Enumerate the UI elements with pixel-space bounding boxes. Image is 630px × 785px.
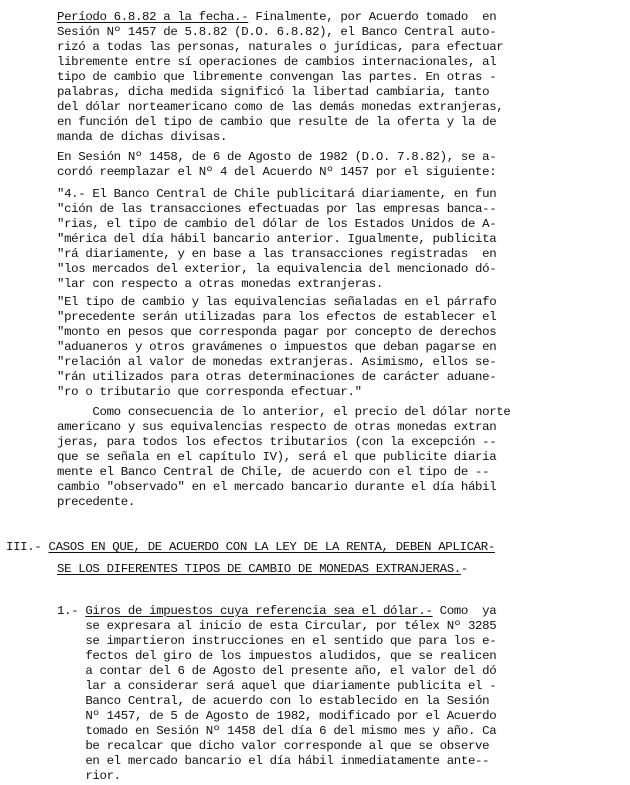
text-line [57,664,496,679]
text-run: III.- [6,540,49,554]
text-line [57,10,496,25]
text-run: En Sesión Nº 1458, de 6 de Agosto de 1982 (D.O. 7.8.82), se a- [57,150,497,164]
text-line [57,150,496,165]
text-run: rior. [57,769,121,783]
text-line [57,247,496,262]
text-run: "El tipo de cambio y las equivalencias señaladas en el párrafo [57,295,497,309]
text-run: fectos del giro de los impuestos aludidos, que se realicen [57,649,497,663]
text-run: "lar con respecto a otras monedas extranjeras. [57,277,383,291]
text-line [57,769,121,784]
text-line [57,619,496,634]
text-run: "ción de las transacciones efectuadas por las empresas banca-- [57,202,497,216]
text-run: Finalmente, por Acuerdo tomado en [248,10,497,24]
text-run: lar a considerar será aquel que diariamente publicita el - [57,679,497,693]
text-run: "4.- El Banco Central de Chile publicitará diariamente, en fun [57,187,497,201]
text-run: tomado en Sesión Nº 1458 del día 6 del mismo mes y año. Ca [57,724,497,738]
text-run: en función del tipo de cambio que resulte de la oferta y la de [57,115,497,129]
text-line [57,310,496,325]
text-line [57,277,383,292]
text-run: "mérica del día hábil bancario anterior. Igualmente, publicita [57,232,497,246]
text-line [57,724,496,739]
text-run: "los mercados del exterior, la equivalencia del mencionado dó- [57,262,497,276]
text-run: Nº 1457, de 5 de Agosto de 1982, modificado por el Acuerdo [57,709,497,723]
text-line [57,385,362,400]
text-run: "aduaneros y otros gravámenes o impuestos que deban pagarse en [57,340,497,354]
text-line [57,165,496,180]
text-run: - [460,562,468,576]
text-run: a contar del 6 de Agosto del presente año, el valor del dó [57,664,497,678]
text-run: precedente. [57,495,135,509]
text-line [57,649,496,664]
text-run: americano y sus equivalencias respecto de otras monedas extran [57,420,497,434]
text-run: en el mercado bancario el día hábil inmediatamente ante-- [57,754,490,768]
text-run: Como consecuencia de lo anterior, el precio del dólar norte [57,405,511,419]
text-line [57,70,496,85]
text-line [57,435,496,450]
text-line [57,100,503,115]
text-run: mente el Banco Central de Chile, de acuerdo con el tipo de -- [57,465,490,479]
text-line [57,370,496,385]
text-run: "relación al valor de monedas extranjeras. Asimismo, ellos se- [57,355,497,369]
text-run: Sesión Nº 1457 de 5.8.82 (D.O. 6.8.82), el Banco Central auto- [57,25,497,39]
text-run: palabras, dicha medida significó la libertad cambiaria, tanto [57,85,490,99]
text-line [57,355,496,370]
underlined-text: Giros de impuestos cuya referencia sea el dólar.- [85,604,433,618]
text-line [57,295,496,310]
text-run: cambio "observado" en el mercado bancario durante el día hábil [57,480,497,494]
text-run: "rán utilizados para otras determinaciones de carácter aduane- [57,370,497,384]
underlined-text: SE LOS DIFERENTES TIPOS DE CAMBIO DE MONEDAS EXTRANJERAS. [57,562,461,576]
text-line [57,495,135,510]
text-run: "monto en pesos que corresponda pagar por concepto de derechos [57,325,497,339]
text-line [57,217,496,232]
text-run: "precedente serán utilizadas para los efectos de establecer el [57,310,497,324]
text-run: rizó a todas las personas, naturales o jurídicas, para efectuar [57,40,504,54]
text-run: se expresara al inicio de esta Circular, por télex Nº 3285 [57,619,497,633]
text-line [57,25,496,40]
text-line [57,232,496,247]
text-line [57,340,496,355]
text-line [57,739,489,754]
text-line [57,480,496,495]
text-line [57,562,468,577]
text-run: Banco Central, de acuerdo con lo establecido en la Sesión [57,694,490,708]
text-run: "rias, el tipo de cambio del dólar de los Estados Unidos de A- [57,217,497,231]
text-line [57,465,489,480]
text-line [57,694,489,709]
text-line [57,754,489,769]
text-line [57,85,489,100]
text-line [57,450,496,465]
text-run: libremente entre sí operaciones de cambios internacionales, al [57,55,497,69]
underlined-text: CASOS EN QUE, DE ACUERDO CON LA LEY DE LA RENTA, DEBEN APLICAR- [48,540,495,554]
text-line [57,604,496,619]
text-line [6,540,495,555]
text-line [57,679,496,694]
text-run: tipo de cambio que libremente convengan las partes. En otras - [57,70,497,84]
text-run: jeras, para todos los efectos tributarios (con la excepción -- [57,435,497,449]
text-run: be recalcar que dicho valor corresponde al que se observe [57,739,490,753]
text-run: Como ya [432,604,497,618]
text-line [57,130,227,145]
text-line [57,634,496,649]
text-run: cordó reemplazar el Nº 4 del Acuerdo Nº 1457 por el siguiente: [57,165,497,179]
text-line [57,202,496,217]
text-run: manda de dichas divisas. [57,130,228,144]
text-line [57,55,496,70]
text-run: del dólar norteamericano como de las demás monedas extranjeras, [57,100,504,114]
text-run: "rá diariamente, y en base a las transacciones registradas en [57,247,497,261]
text-line [57,115,496,130]
text-run: se impartieron instrucciones en el sentido que para los e- [57,634,497,648]
text-line [57,40,503,55]
underlined-text: Período 6.8.82 a la fecha.- [57,10,249,24]
text-line [57,262,496,277]
text-line [57,405,510,420]
text-line [57,420,496,435]
text-line [57,709,496,724]
text-run: 1.- [57,604,86,618]
text-line [57,325,496,340]
text-run: "ro o tributario que corresponda efectuar." [57,385,362,399]
text-line [57,187,496,202]
text-run: que se señala en el capítulo IV), será el que publicite diaria [57,450,497,464]
